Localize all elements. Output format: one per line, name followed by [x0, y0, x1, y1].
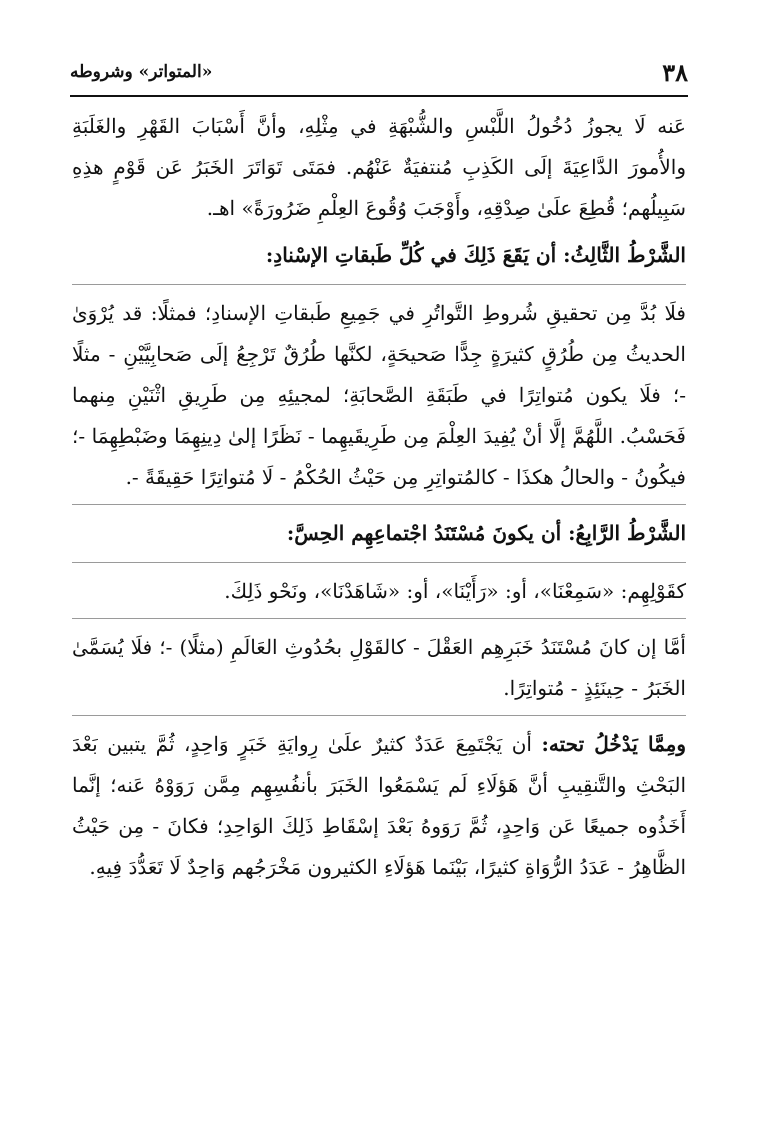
- condition-3-text: أن يَقَعَ ذَلِكَ في كُلِّ طَبقاتِ الإسْنادِ:: [265, 243, 557, 267]
- condition-3-label: الشَّرْطُ الثَّالِثُ:: [563, 243, 686, 267]
- paragraph-2: فلَا بُدَّ مِن تحقيقِ شُروطِ التَّواتُرِ في جَمِيعِ طَبقاتِ الإسنادِ؛ فمثلًا: قد يُرْوَىٰ الحديثُ مِن طُرُقٍ كثيرَةٍ جِدًّا صَحيحَةٍ، لكنَّها طُرُقٌ تَرْجِعُ إلَى صَحابِيَّيْنِ - مثلًا -؛ فلَا يكون مُتواتِرًا في طَبَقَةِ الصَّحابَةِ؛ لمجيئِهِ مِن طَرِيقِ اثْنَيْنِ مِنهما فَحَسْبُ. اللَّهُمَّ إلَّا أنْ يُفِيدَ العِلْمَ مِن طَرِيقَيهِما - نَظَرًا إلىٰ دِينِهِمَا وضَبْطِهِمَا -؛ فيكُونُ - والحالُ هكذَا - كالمُتواتِرِ مِن حَيْثُ الحُكْمُ - لَا مُتواتِرًا حَقِيقَةً -.: [72, 301, 687, 489]
- section-divider: [72, 504, 686, 505]
- condition-3-heading: [72, 235, 686, 276]
- running-title: «المتواتر» وشروطه: [70, 62, 213, 82]
- paragraph-5-lead: ومِمَّا يَدْخُلُ تحته:: [541, 732, 687, 756]
- section-divider: [72, 618, 686, 619]
- condition-4-heading: [72, 513, 686, 554]
- condition-4-label: الشَّرْطُ الرَّابِعُ:: [568, 521, 686, 545]
- paragraph-1: عَنه لَا يجوزُ دُخُولُ اللَّبْسِ والشُّبْهَةِ في مِثْلِهِ، وأنَّ أَسْبَابَ القَهْرِ والغَلَبَةِ والأُمورَ الدَّاعِيَةَ إلَى الكَذِبِ مُنتفيَةٌ عَنْهُم. فمَتَى تَوَاتَرَ الخَبَرُ عَن قَوْمٍ هذِهِ سَبِيلُهم؛ قُطِعَ علَىٰ صِدْقِهِ، وأَوْجَبَ وُقُوعَ العِلْمِ ضَرُورَةً» اهـ.: [72, 114, 686, 220]
- section-divider: [72, 284, 686, 285]
- condition-4-text: أن يكونَ مُسْتَنَدُ اجْتماعِهِم الحِسَّ:: [286, 521, 562, 545]
- section-divider: [72, 715, 686, 716]
- page-number: ٣٨: [662, 57, 688, 87]
- paragraph-3: كقَوْلِهِم: «سَمِعْنَا»، أو: «رَأَيْنَا»، أو: «شَاهَدْنَا»، ونَحْو ذَلِكَ.: [224, 579, 686, 603]
- page-body: [72, 106, 686, 888]
- paragraph-5-text: أن يَجْتَمِعَ عَدَدٌ كثيرٌ علَىٰ رِوايَةِ خَبَرٍ وَاحِدٍ، ثُمَّ يتبين بَعْدَ البَحْثِ والتَّنقِيبِ أنَّ هَؤلَاءِ لَم يَسْمَعُوا الخَبَرَ بأنفُسِهِم مِمَّن رَوَوْهُ عَنه؛ إنَّما أَخَذُوه جميعًا عَن وَاحِدٍ، ثُمَّ رَوَوهُ بَعْدَ إسْقَاطِ ذَلِكَ الوَاحِدِ؛ فكانَ - مِن حَيْثُ الظَّاهِرُ - عَدَدُ الرُّوَاةِ كثيرًا، بَيْنَما هَؤلَاءِ الكثيرون مَخْرَجُهم وَاحِدٌ لَا تَعَدُّدَ فِيهِ.: [72, 732, 686, 879]
- section-divider: [72, 562, 686, 563]
- paragraph-4: أمَّا إن كانَ مُسْتَنَدُ خَبَرِهِم العَقْلَ - كالقَوْلِ بحُدُوثِ العَالَمِ (مثلًا) -؛ فلَا يُسَمَّىٰ الخَبَرُ - حِينَئِذٍ - مُتواتِرًا.: [72, 635, 686, 700]
- header-rule: [70, 95, 688, 97]
- page-header: [70, 52, 688, 92]
- paragraph-5: [72, 724, 686, 888]
